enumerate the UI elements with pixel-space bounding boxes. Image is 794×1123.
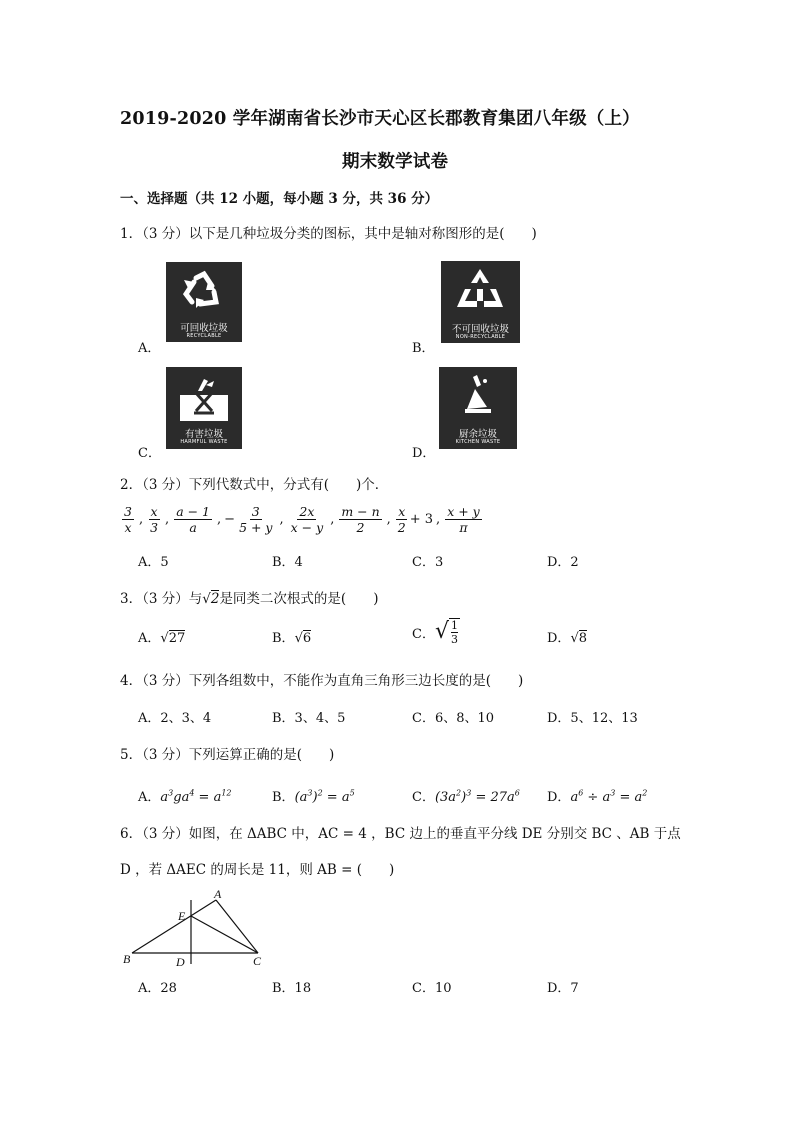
- q5-a-expr: $a^3ga^4 = a^{12}$: [160, 788, 232, 805]
- q6-point-a: A: [214, 887, 222, 901]
- q2-expr-4-sign: −: [224, 512, 236, 527]
- q6-option-c: C．10: [412, 981, 452, 996]
- q2-expr-2: $\frac{x}{3}$: [150, 504, 159, 535]
- section-heading: 一、选择题（共 12 小题，每小题 3 分，共 36 分）: [120, 191, 439, 207]
- q5-c-expr: $(3a^2)^3 = 27a^6$: [434, 788, 520, 805]
- question-1-stem: 1．（3 分）以下是几种垃圾分类的图标，其中是轴对称图形的是( ): [120, 226, 537, 242]
- q2-expr-1: $\frac{3}{x}$: [124, 504, 132, 535]
- q6-option-d: D．7: [547, 981, 579, 996]
- q6-point-d: D: [176, 955, 185, 969]
- q2-expr-6: $\frac{m - n}{2}$: [341, 504, 380, 535]
- q2-expressions: $\frac{3}{x}$ , $\frac{x}{3}$ , $\frac{a - 1}{a}$ , − $\frac{3}{5 + y}$ , $\frac{2x}{x - y}$ , $\frac{m - n}{2}$ , $\frac{x}{2}$ + 3 , $\frac{x + y}{\pi}$: [124, 504, 480, 535]
- harmful-icon: [166, 367, 242, 423]
- q1-option-c-image: [166, 367, 242, 449]
- q2-option-b: B．4: [272, 555, 303, 570]
- question-3-stem: 3．（3 分）与√2是同类二次根式的是( ): [120, 591, 379, 607]
- q2-expr-8: $\frac{x + y}{\pi}$: [447, 504, 480, 535]
- q2-expr-4: $\frac{3}{5 + y}$: [239, 504, 273, 535]
- q2-option-a: A．5: [138, 555, 169, 570]
- q1-option-d-image: [439, 367, 517, 449]
- q1-option-b-image: [441, 261, 520, 343]
- q1-option-a-image: [166, 262, 242, 342]
- question-2-stem: 2．（3 分）下列代数式中，分式有( )个．: [120, 477, 389, 493]
- q5-option-b: B．$(a^3)^2 = a^5$: [272, 788, 355, 805]
- q6-triangle-figure: [118, 886, 278, 972]
- q1-b-label-cn: 不可回收垃圾: [451, 324, 509, 335]
- question-5-stem: 5．（3 分）下列运算正确的是( ): [120, 747, 335, 763]
- q3-option-b: B．√6: [272, 631, 312, 646]
- page-title-line2: 期末数学试卷: [342, 152, 449, 172]
- q2-expr-5: $\frac{2x}{x - y}$: [290, 504, 324, 535]
- q5-option-a: A．$a^3ga^4 = a^{12}$: [138, 788, 232, 805]
- non-recycle-icon: [441, 261, 520, 321]
- q5-b-expr: $(a^3)^2 = a^5$: [294, 788, 355, 805]
- kitchen-icon: [439, 367, 517, 425]
- q1-option-a-letter: A．: [138, 341, 161, 356]
- q1-a-label-cn: 可回收垃圾: [180, 323, 228, 334]
- q2-option-d: D．2: [547, 555, 579, 570]
- q1-option-b-letter: B．: [412, 341, 435, 356]
- q1-d-label-cn: 厨余垃圾: [458, 429, 497, 440]
- q1-c-label-en: HARMFUL WASTE: [180, 439, 228, 445]
- q2-option-c: C．3: [412, 555, 444, 570]
- q1-option-c-letter: C．: [138, 446, 161, 461]
- q4-option-a: A．2、3、4: [138, 711, 212, 726]
- q1-a-label-en: RECYCLABLE: [186, 333, 222, 339]
- q6-point-c: C: [253, 954, 262, 968]
- q6-point-b: B: [123, 952, 131, 966]
- q1-c-label-cn: 有害垃圾: [184, 429, 223, 440]
- q4-option-c: C．6、8、10: [412, 711, 495, 726]
- question-6-line1: 6．（3 分）如图，在 ΔABC 中，AC = 4 ，BC 边上的垂直平分线 DE 分别交 BC 、AB 于点: [120, 826, 681, 842]
- q6-point-e: E: [178, 909, 186, 923]
- recycle-icon: [166, 262, 242, 318]
- q1-d-label-en: KITCHEN WASTE: [455, 439, 501, 445]
- page-title-line1: 2019-2020 学年湖南省长沙市天心区长郡教育集团八年级（上）: [120, 109, 640, 129]
- q5-option-d: D．$a^6 \div a^3 = a^2$: [547, 788, 648, 805]
- q2-expr-3: $\frac{a - 1}{a}$: [176, 504, 211, 535]
- q3-option-d: D．√8: [547, 631, 588, 646]
- q2-expr-7: $\frac{x}{2}$: [397, 504, 406, 535]
- q4-option-b: B．3、4、5: [272, 711, 346, 726]
- q1-option-d-letter: D．: [412, 446, 436, 461]
- q5-d-expr: $a^6 \div a^3 = a^2$: [570, 788, 648, 805]
- q6-option-a: A．28: [138, 981, 177, 996]
- q3-option-c: C． √ 1 3: [412, 619, 458, 646]
- q2-expr-7-suffix: + 3: [409, 512, 434, 527]
- q3-option-a: A．√27: [138, 631, 186, 646]
- q6-option-b: B．18: [272, 981, 312, 996]
- q4-option-d: D．5、12、13: [547, 711, 638, 726]
- question-6-line2: D ，若 ΔAEC 的周长是 11，则 AB = ( ): [120, 862, 395, 878]
- q5-option-c: C．$(3a^2)^3 = 27a^6$: [412, 788, 520, 805]
- question-4-stem: 4．（3 分）下列各组数中，不能作为直角三角形三边长度的是( ): [120, 673, 524, 689]
- q1-b-label-en: NON-RECYCLABLE: [455, 334, 506, 340]
